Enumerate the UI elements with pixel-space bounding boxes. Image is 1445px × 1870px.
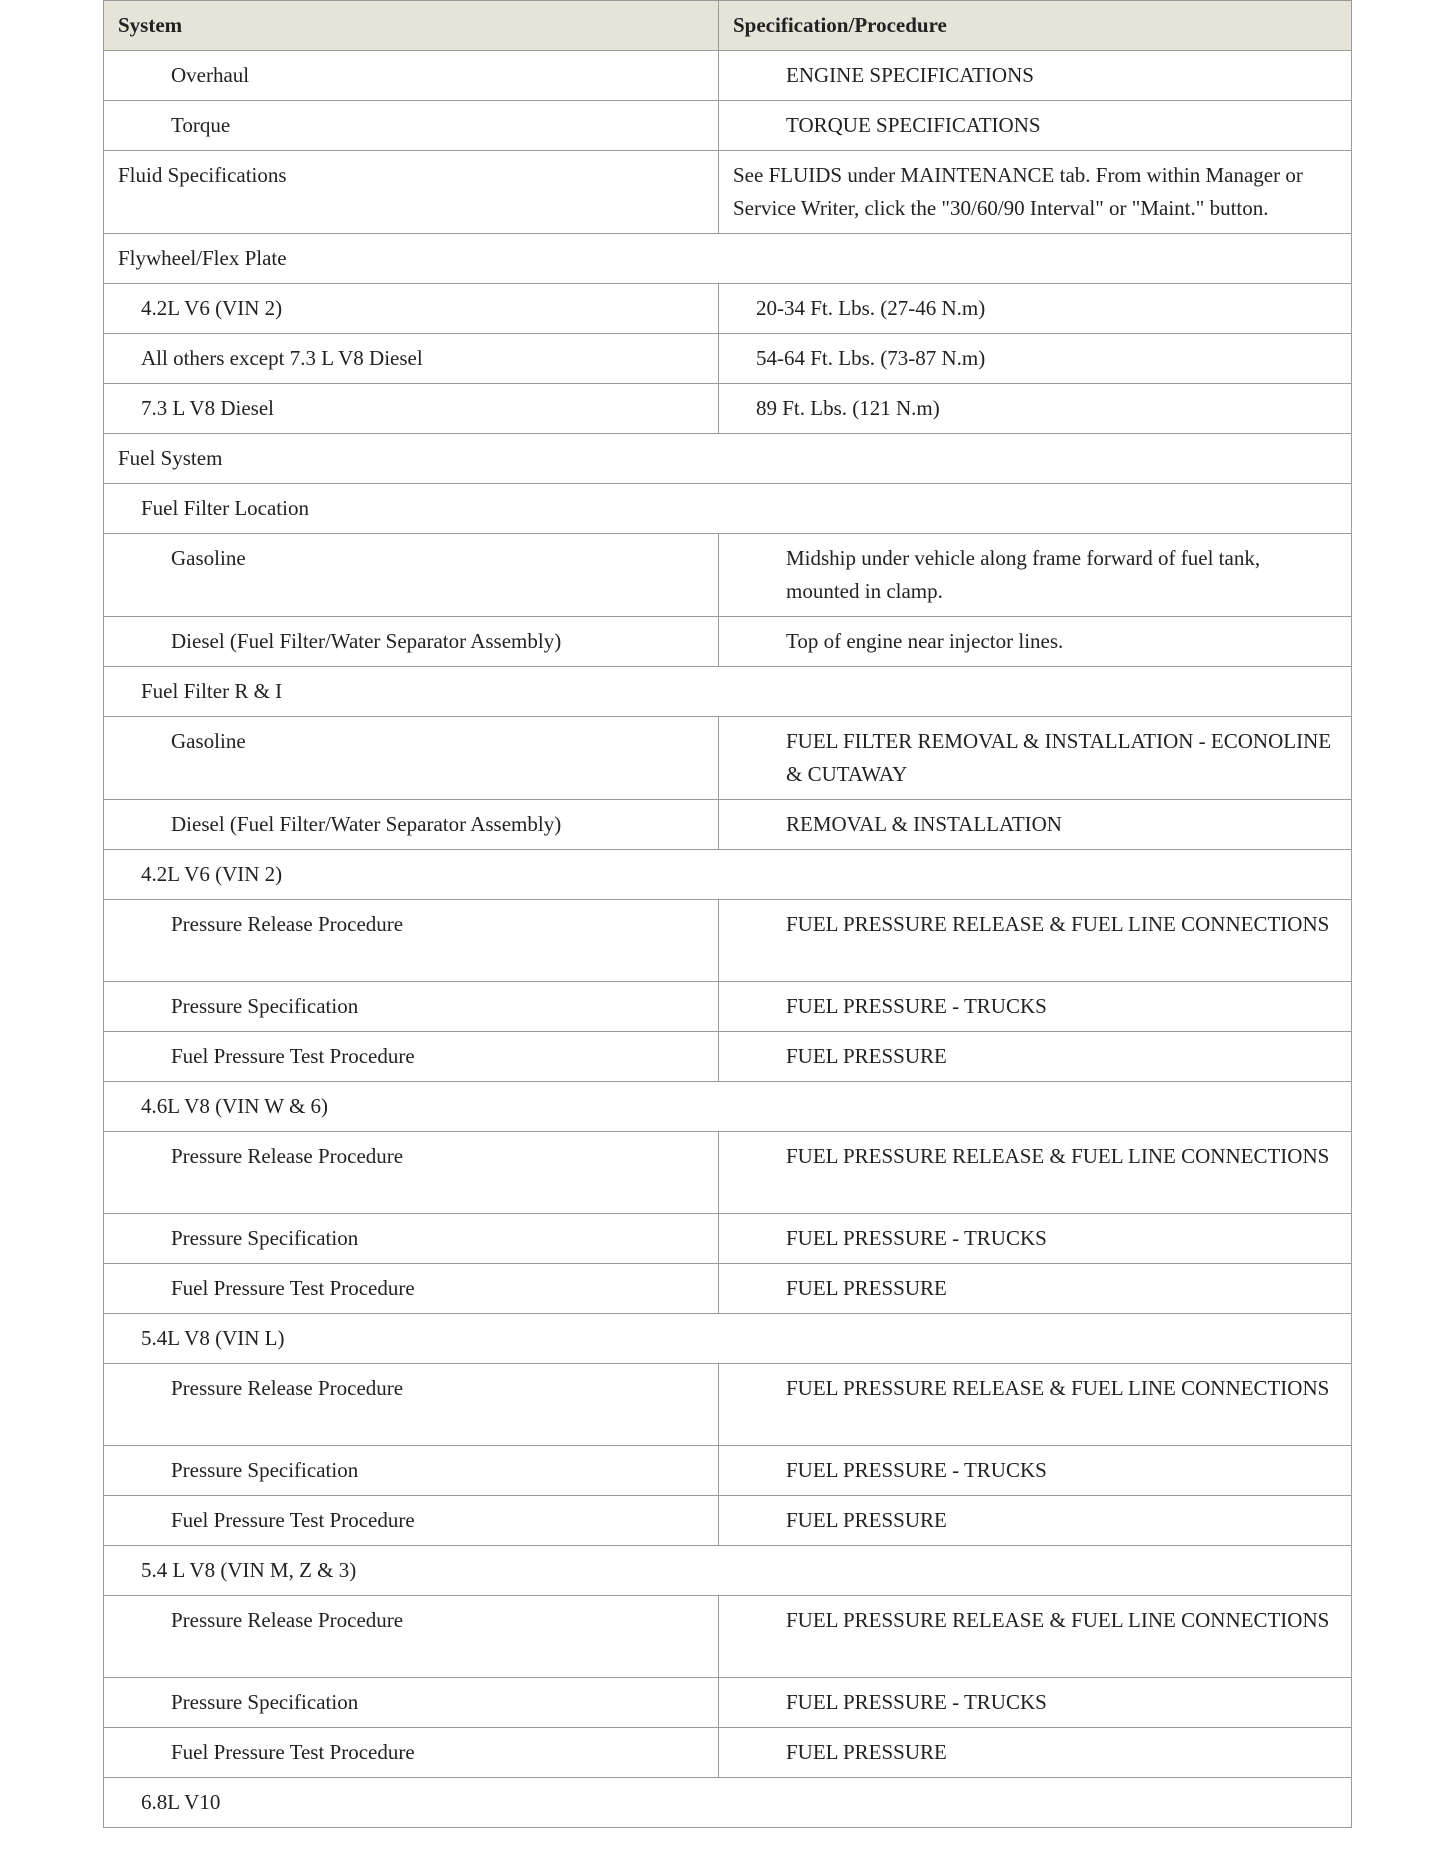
table-row: [104, 800, 1352, 850]
table-row: [104, 900, 1352, 982]
system-cell: Diesel (Fuel Filter/Water Separator Assembly): [104, 800, 719, 850]
spec-cell: Top of engine near injector lines.: [719, 617, 1352, 667]
table-row: [104, 51, 1352, 101]
table-row: [104, 101, 1352, 151]
spec-cell: FUEL PRESSURE - TRUCKS: [719, 1446, 1352, 1496]
spec-cell: FUEL PRESSURE - TRUCKS: [719, 1214, 1352, 1264]
system-cell: Fuel Pressure Test Procedure: [104, 1032, 719, 1082]
table-row: [104, 1032, 1352, 1082]
spec-cell: FUEL PRESSURE: [719, 1032, 1352, 1082]
spec-cell: FUEL PRESSURE RELEASE & FUEL LINE CONNECTIONS: [719, 1132, 1352, 1214]
section-row: [104, 234, 1352, 284]
section-heading: Flywheel/Flex Plate: [104, 234, 1352, 284]
system-cell: Fuel Pressure Test Procedure: [104, 1496, 719, 1546]
system-cell: Pressure Release Procedure: [104, 900, 719, 982]
spec-cell: FUEL PRESSURE RELEASE & FUEL LINE CONNECTIONS: [719, 900, 1352, 982]
system-cell: 7.3 L V8 Diesel: [104, 384, 719, 434]
table-row: [104, 1496, 1352, 1546]
system-cell: Pressure Specification: [104, 1214, 719, 1264]
subsection-row: [104, 1314, 1352, 1364]
table-row: [104, 617, 1352, 667]
system-cell: Fuel Pressure Test Procedure: [104, 1264, 719, 1314]
system-cell: Diesel (Fuel Filter/Water Separator Assembly): [104, 617, 719, 667]
system-cell: Pressure Release Procedure: [104, 1132, 719, 1214]
spec-cell: FUEL FILTER REMOVAL & INSTALLATION - ECONOLINE & CUTAWAY: [719, 717, 1352, 800]
spec-table: [103, 0, 1352, 1828]
spec-cell: FUEL PRESSURE RELEASE & FUEL LINE CONNECTIONS: [719, 1596, 1352, 1678]
system-cell: Gasoline: [104, 534, 719, 617]
system-cell: Fluid Specifications: [104, 151, 719, 234]
spec-cell: 54-64 Ft. Lbs. (73-87 N.m): [719, 334, 1352, 384]
system-cell: Pressure Specification: [104, 1446, 719, 1496]
spec-cell: TORQUE SPECIFICATIONS: [719, 101, 1352, 151]
subsection-row: [104, 1778, 1352, 1828]
subsection-row: [104, 850, 1352, 900]
spec-cell: 20-34 Ft. Lbs. (27-46 N.m): [719, 284, 1352, 334]
spec-cell: ENGINE SPECIFICATIONS: [719, 51, 1352, 101]
column-header-system: System: [104, 1, 719, 51]
spec-cell: FUEL PRESSURE - TRUCKS: [719, 982, 1352, 1032]
spec-cell: REMOVAL & INSTALLATION: [719, 800, 1352, 850]
table-row: [104, 1728, 1352, 1778]
system-cell: Overhaul: [104, 51, 719, 101]
table-row: [104, 334, 1352, 384]
spec-cell: Midship under vehicle along frame forward of fuel tank, mounted in clamp.: [719, 534, 1352, 617]
table-row: [104, 982, 1352, 1032]
subsection-heading: Fuel Filter R & I: [104, 667, 1352, 717]
subsection-heading: 4.2L V6 (VIN 2): [104, 850, 1352, 900]
subsection-heading: 4.6L V8 (VIN W & 6): [104, 1082, 1352, 1132]
subsection-row: [104, 1082, 1352, 1132]
subsection-heading: Fuel Filter Location: [104, 484, 1352, 534]
spec-cell: FUEL PRESSURE RELEASE & FUEL LINE CONNECTIONS: [719, 1364, 1352, 1446]
system-cell: Gasoline: [104, 717, 719, 800]
table-row: [104, 534, 1352, 617]
table-header-row: [104, 1, 1352, 51]
spec-cell: FUEL PRESSURE: [719, 1264, 1352, 1314]
table-row: [104, 151, 1352, 234]
table-row: [104, 284, 1352, 334]
subsection-heading: 5.4 L V8 (VIN M, Z & 3): [104, 1546, 1352, 1596]
spec-cell: FUEL PRESSURE - TRUCKS: [719, 1678, 1352, 1728]
table-row: [104, 1446, 1352, 1496]
table-row: [104, 1264, 1352, 1314]
table-row: [104, 1364, 1352, 1446]
subsection-row: [104, 667, 1352, 717]
spec-cell: See FLUIDS under MAINTENANCE tab. From within Manager or Service Writer, click the "30/60/90 Interval" or "Maint." button.: [719, 151, 1352, 234]
table-row: [104, 1132, 1352, 1214]
spec-cell: FUEL PRESSURE: [719, 1728, 1352, 1778]
table-row: [104, 1678, 1352, 1728]
column-header-spec: Specification/Procedure: [719, 1, 1352, 51]
section-row: [104, 434, 1352, 484]
system-cell: 4.2L V6 (VIN 2): [104, 284, 719, 334]
system-cell: Pressure Specification: [104, 1678, 719, 1728]
system-cell: Pressure Release Procedure: [104, 1364, 719, 1446]
subsection-heading: 6.8L V10: [104, 1778, 1352, 1828]
system-cell: Torque: [104, 101, 719, 151]
system-cell: All others except 7.3 L V8 Diesel: [104, 334, 719, 384]
table-row: [104, 1596, 1352, 1678]
subsection-row: [104, 484, 1352, 534]
table-row: [104, 717, 1352, 800]
system-cell: Pressure Specification: [104, 982, 719, 1032]
spec-cell: 89 Ft. Lbs. (121 N.m): [719, 384, 1352, 434]
table-row: [104, 384, 1352, 434]
section-heading: Fuel System: [104, 434, 1352, 484]
system-cell: Fuel Pressure Test Procedure: [104, 1728, 719, 1778]
subsection-row: [104, 1546, 1352, 1596]
system-cell: Pressure Release Procedure: [104, 1596, 719, 1678]
table-row: [104, 1214, 1352, 1264]
subsection-heading: 5.4L V8 (VIN L): [104, 1314, 1352, 1364]
spec-cell: FUEL PRESSURE: [719, 1496, 1352, 1546]
